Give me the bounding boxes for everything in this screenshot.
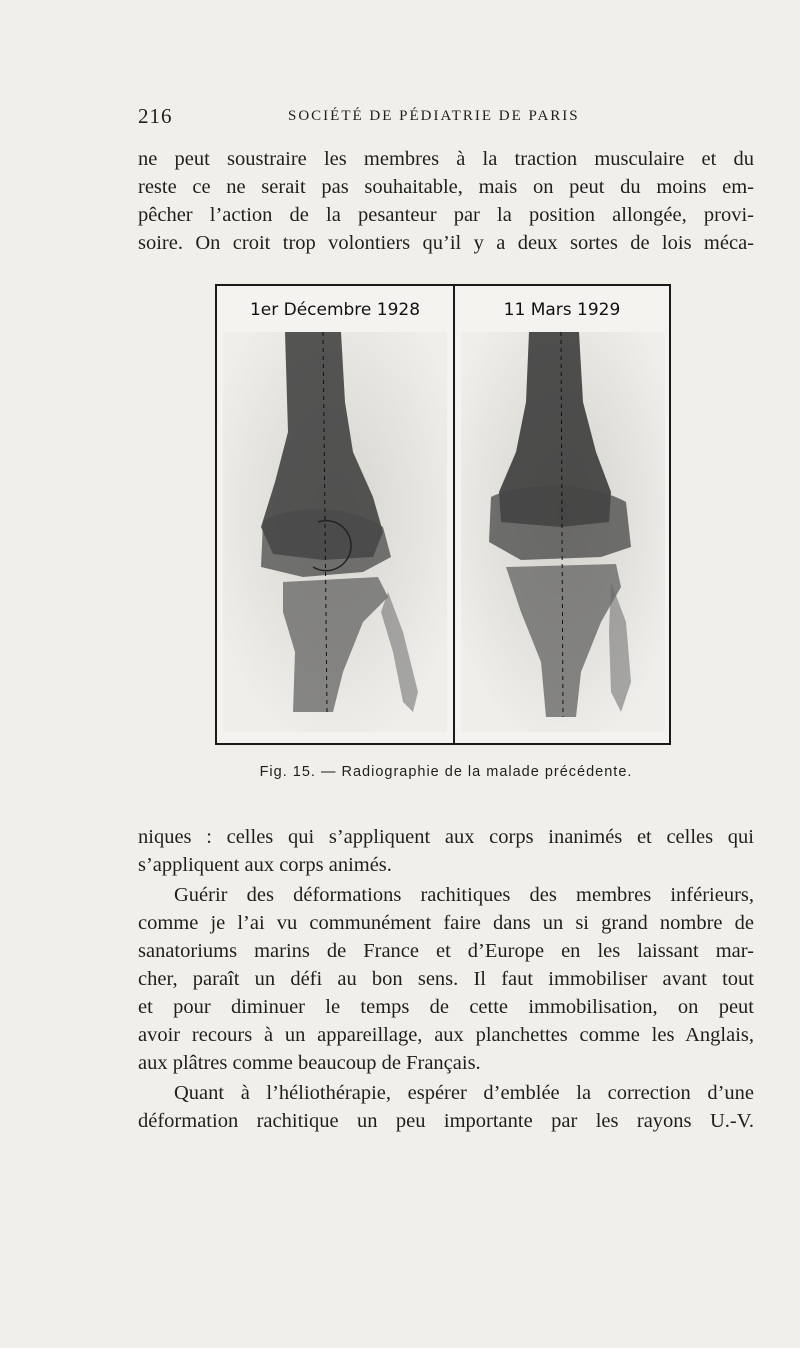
text-line: pêcher l’action de la pesanteur par la position allongée, provi- [138, 204, 754, 226]
figure-caption: Fig. 15. — Radiographie de la malade précédente. [259, 764, 633, 780]
paragraph-quant [138, 1079, 754, 1135]
radiograph-figure [215, 284, 671, 745]
panel-label-before: 1er Décembre 1928 [249, 300, 421, 320]
page-number: 216 [138, 104, 173, 128]
text-line: comme je l’ai vu communément faire dans un si grand nombre de [138, 912, 754, 934]
panel-label-after: 11 Mars 1929 [503, 300, 621, 320]
text-line: s’appliquent aux corps animés. [138, 854, 392, 876]
text-line: ne peut soustraire les membres à la traction musculaire et du [138, 148, 754, 170]
text-line: sanatoriums marins de France et d’Europe en les laissant mar- [138, 940, 754, 962]
text-line: niques : celles qui s’appliquent aux corps inanimés et celles qui [138, 826, 754, 848]
running-title: SOCIÉTÉ DE PÉDIATRIE DE PARIS [288, 108, 580, 124]
text-line: Guérir des déformations rachitiques des membres inférieurs, [174, 884, 754, 906]
text-line: cher, paraît un défi au bon sens. Il faut immobiliser avant tout [138, 968, 754, 990]
text-line: et pour diminuer le temps de cette immobilisation, on peut [138, 996, 754, 1018]
paragraph-mid [138, 823, 754, 879]
text-line: reste ce ne serait pas souhaitable, mais on peut du moins em- [138, 176, 754, 198]
text-line: avoir recours à un appareillage, aux planchettes comme les Anglais, [138, 1024, 754, 1046]
text-line: soire. On croit trop volontiers qu’il y a deux sortes de lois méca- [138, 232, 754, 254]
running-head [138, 104, 754, 134]
radiograph-panel-after [455, 286, 669, 743]
paragraph-top [138, 145, 754, 257]
text-line: aux plâtres comme beaucoup de Français. [138, 1052, 481, 1074]
text-line: Quant à l’héliothérapie, espérer d’emblée la correction d’une [174, 1082, 754, 1104]
knee-xray-before-image [223, 332, 447, 732]
paragraph-guerir [138, 881, 754, 1077]
knee-xray-after-image [461, 332, 665, 732]
radiograph-panel-before [217, 286, 455, 743]
text-line: déformation rachitique un peu importante par les rayons U.-V. [138, 1110, 754, 1132]
